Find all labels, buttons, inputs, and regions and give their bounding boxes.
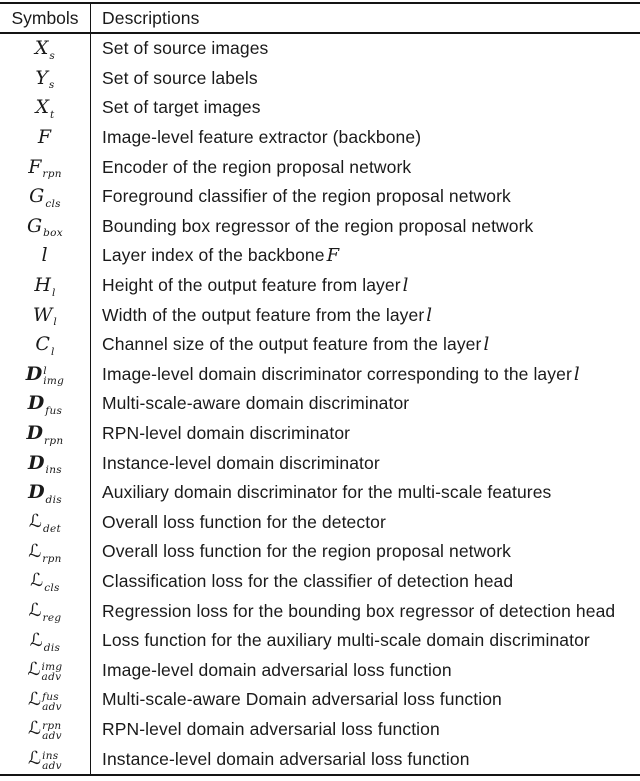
symbol-scripts bbox=[43, 603, 62, 623]
symbol-subscript: l bbox=[51, 286, 56, 299]
symbol-cell bbox=[0, 744, 91, 774]
math-symbol bbox=[28, 717, 62, 741]
description-text: Width of the output feature from the layer bbox=[102, 304, 425, 325]
description-text: Overall loss function for the detector bbox=[102, 511, 386, 532]
symbol-superscript: l bbox=[43, 365, 47, 378]
description-cell bbox=[91, 212, 640, 242]
table-row bbox=[0, 389, 640, 419]
math-symbol bbox=[34, 274, 55, 298]
description-text: Multi-scale-aware Domain adversarial loss function bbox=[102, 689, 502, 710]
symbol-cell bbox=[0, 182, 91, 212]
description-text: Channel size of the output feature from the layer bbox=[102, 334, 482, 355]
description-math-symbol: l bbox=[573, 363, 580, 385]
description-cell bbox=[91, 330, 640, 360]
math-symbol bbox=[28, 747, 62, 771]
symbol-subscript: cls bbox=[44, 582, 60, 595]
symbol-cell bbox=[0, 123, 91, 153]
table-row bbox=[0, 360, 640, 390]
description-text: Multi-scale-aware domain discriminator bbox=[102, 393, 410, 414]
symbol-cell bbox=[0, 478, 91, 508]
math-symbol bbox=[28, 658, 63, 682]
math-symbol bbox=[35, 37, 55, 61]
symbol-subscript: adv bbox=[42, 700, 62, 713]
symbol-cell bbox=[0, 655, 91, 685]
description-cell bbox=[91, 596, 640, 626]
description-text: Instance-level domain discriminator bbox=[102, 452, 380, 473]
symbol-cell bbox=[0, 715, 91, 745]
symbol-subscript: rpn bbox=[42, 168, 62, 181]
symbol-base: ℒ bbox=[28, 600, 42, 622]
symbol-cell bbox=[0, 596, 91, 626]
symbol-cell bbox=[0, 685, 91, 715]
symbol-base: W bbox=[32, 303, 53, 326]
descriptions-header-cell bbox=[91, 4, 640, 32]
math-symbol bbox=[30, 629, 60, 653]
symbol-subscript: reg bbox=[42, 612, 62, 625]
symbol-base: ℒ bbox=[29, 629, 43, 651]
math-symbol bbox=[27, 422, 64, 446]
symbol-cell bbox=[0, 389, 91, 419]
description-math-symbol: F bbox=[326, 245, 340, 267]
table-row bbox=[0, 567, 640, 597]
description-text: Regression loss for the bounding box regressor of detection head bbox=[102, 600, 616, 621]
symbol-scripts bbox=[46, 485, 62, 505]
symbol-cell bbox=[0, 419, 91, 449]
symbol-subscript: ins bbox=[45, 464, 62, 477]
description-text: Set of target images bbox=[102, 97, 261, 118]
symbol-scripts bbox=[43, 366, 64, 386]
symbol-scripts bbox=[44, 573, 60, 593]
description-cell bbox=[91, 715, 640, 745]
table-row bbox=[0, 152, 640, 182]
description-cell bbox=[91, 182, 640, 212]
symbol-superscript: fus bbox=[42, 690, 59, 703]
symbol-base: ℒ bbox=[28, 540, 42, 562]
symbol-scripts bbox=[42, 692, 62, 712]
symbol-cell bbox=[0, 152, 91, 182]
symbol-base: l bbox=[41, 244, 48, 267]
symbol-base: D bbox=[27, 392, 45, 415]
symbol-scripts bbox=[42, 159, 61, 179]
symbol-base: G bbox=[26, 214, 43, 237]
description-cell bbox=[91, 360, 640, 390]
math-symbol bbox=[30, 569, 60, 593]
symbol-base: ℒ bbox=[28, 718, 42, 740]
table-row bbox=[0, 655, 640, 685]
description-cell bbox=[91, 508, 640, 538]
math-symbol bbox=[33, 303, 57, 327]
symbol-subscript: cls bbox=[45, 197, 61, 210]
symbol-scripts bbox=[49, 41, 55, 61]
symbol-table bbox=[0, 2, 640, 776]
symbol-scripts bbox=[51, 337, 55, 357]
descriptions-header-label: Descriptions bbox=[102, 7, 200, 28]
description-text: Image-level domain discriminator corresponding to the layer bbox=[102, 363, 572, 384]
symbol-scripts bbox=[43, 218, 63, 238]
symbol-cell bbox=[0, 330, 91, 360]
symbol-scripts bbox=[42, 751, 62, 771]
symbol-base: H bbox=[34, 274, 51, 297]
description-cell bbox=[91, 93, 640, 123]
description-text: Image-level feature extractor (backbone) bbox=[102, 127, 422, 148]
symbols-header-cell bbox=[0, 4, 91, 32]
description-math-symbol: l bbox=[426, 304, 433, 326]
symbol-subscript: s bbox=[48, 79, 55, 92]
symbol-cell bbox=[0, 271, 91, 301]
description-text: Encoder of the region proposal network bbox=[102, 156, 412, 177]
description-cell bbox=[91, 241, 640, 271]
table-header bbox=[0, 4, 640, 34]
symbol-scripts bbox=[46, 455, 62, 475]
table-row bbox=[0, 34, 640, 64]
symbol-subscript: dis bbox=[43, 641, 61, 654]
symbol-scripts bbox=[53, 307, 57, 327]
table-row bbox=[0, 508, 640, 538]
symbol-cell bbox=[0, 64, 91, 94]
math-symbol bbox=[28, 451, 62, 475]
description-text: Overall loss function for the region proposal network bbox=[102, 541, 511, 562]
table-row bbox=[0, 537, 640, 567]
symbol-scripts bbox=[45, 396, 62, 416]
description-text: Instance-level domain adversarial loss function bbox=[102, 748, 470, 769]
table-row bbox=[0, 448, 640, 478]
symbol-cell bbox=[0, 34, 91, 64]
description-cell bbox=[91, 448, 640, 478]
description-text: Loss function for the auxiliary multi-scale domain discriminator bbox=[102, 630, 590, 651]
table-row bbox=[0, 744, 640, 774]
symbol-base: Y bbox=[35, 66, 48, 89]
symbol-cell bbox=[0, 448, 91, 478]
table-row bbox=[0, 212, 640, 242]
description-cell bbox=[91, 567, 640, 597]
description-cell bbox=[91, 271, 640, 301]
description-text: Classification loss for the classifier of detection head bbox=[102, 570, 514, 591]
table-row bbox=[0, 271, 640, 301]
table-row bbox=[0, 596, 640, 626]
math-symbol bbox=[35, 333, 54, 357]
math-symbol bbox=[38, 126, 52, 150]
table-row bbox=[0, 300, 640, 330]
description-cell bbox=[91, 655, 640, 685]
symbol-scripts bbox=[42, 662, 63, 682]
symbol-base: ℒ bbox=[27, 659, 41, 681]
description-cell bbox=[91, 300, 640, 330]
symbol-scripts bbox=[50, 100, 55, 120]
math-symbol bbox=[29, 599, 62, 623]
symbol-scripts bbox=[44, 633, 60, 653]
table-body bbox=[0, 34, 640, 776]
description-math-symbol: l bbox=[402, 275, 409, 297]
symbol-subscript: adv bbox=[42, 760, 62, 773]
symbol-subscript: box bbox=[43, 227, 64, 240]
description-cell bbox=[91, 537, 640, 567]
description-cell bbox=[91, 34, 640, 64]
math-symbol bbox=[41, 244, 48, 268]
symbol-base: D bbox=[28, 451, 45, 474]
symbol-base: ℒ bbox=[28, 748, 42, 770]
symbol-scripts bbox=[52, 278, 56, 298]
symbol-cell bbox=[0, 360, 91, 390]
description-cell bbox=[91, 478, 640, 508]
symbol-base: D bbox=[28, 481, 45, 504]
table-row bbox=[0, 93, 640, 123]
symbol-subscript: adv bbox=[41, 671, 62, 684]
description-cell bbox=[91, 64, 640, 94]
math-symbol bbox=[28, 392, 62, 416]
table-row bbox=[0, 419, 640, 449]
symbol-base: ℒ bbox=[28, 688, 42, 710]
symbol-cell bbox=[0, 567, 91, 597]
description-text: Image-level domain adversarial loss function bbox=[102, 659, 452, 680]
symbol-base: D bbox=[26, 422, 44, 445]
symbol-cell bbox=[0, 241, 91, 271]
math-symbol bbox=[28, 481, 62, 505]
description-text: Set of source labels bbox=[102, 67, 258, 88]
symbol-superscript: ins bbox=[42, 750, 59, 763]
symbol-subscript: det bbox=[42, 523, 62, 536]
math-symbol bbox=[29, 185, 61, 209]
description-text: RPN-level domain adversarial loss function bbox=[102, 718, 440, 739]
table-row bbox=[0, 123, 640, 153]
math-symbol bbox=[28, 540, 61, 564]
symbol-scripts bbox=[45, 189, 61, 209]
symbols-header-label: Symbols bbox=[11, 7, 79, 28]
symbol-cell bbox=[0, 93, 91, 123]
description-text: Bounding box regressor of the region proposal network bbox=[102, 215, 534, 236]
symbol-cell bbox=[0, 626, 91, 656]
symbol-subscript: s bbox=[49, 49, 56, 62]
table-row bbox=[0, 330, 640, 360]
math-symbol bbox=[28, 155, 62, 179]
symbol-subscript: rpn bbox=[44, 434, 64, 447]
symbol-subscript: img bbox=[43, 375, 65, 388]
symbol-superscript: img bbox=[41, 661, 63, 674]
symbol-base: X bbox=[35, 96, 49, 119]
math-symbol bbox=[27, 214, 63, 238]
description-text: Layer index of the backbone bbox=[102, 245, 325, 266]
symbol-subscript: dis bbox=[45, 493, 62, 506]
description-cell bbox=[91, 389, 640, 419]
description-cell bbox=[91, 744, 640, 774]
symbol-subscript: l bbox=[50, 345, 55, 358]
math-symbol bbox=[35, 96, 54, 120]
description-cell bbox=[91, 626, 640, 656]
description-text: Auxiliary domain discriminator for the multi-scale features bbox=[102, 482, 552, 503]
description-text: Foreground classifier of the region proposal network bbox=[102, 186, 511, 207]
symbol-cell bbox=[0, 508, 91, 538]
description-text: Height of the output feature from layer bbox=[102, 275, 401, 296]
description-cell bbox=[91, 123, 640, 153]
table-row bbox=[0, 64, 640, 94]
table-row bbox=[0, 715, 640, 745]
table-row bbox=[0, 182, 640, 212]
symbol-base: G bbox=[29, 185, 45, 208]
description-cell bbox=[91, 419, 640, 449]
description-cell bbox=[91, 152, 640, 182]
math-symbol bbox=[35, 66, 54, 90]
symbol-base: X bbox=[34, 37, 49, 60]
description-text: RPN-level domain discriminator bbox=[102, 423, 351, 444]
table-row bbox=[0, 241, 640, 271]
symbol-base: D bbox=[25, 362, 43, 385]
symbol-cell bbox=[0, 537, 91, 567]
symbol-subscript: t bbox=[50, 108, 55, 121]
symbol-subscript: adv bbox=[42, 730, 62, 743]
table-row bbox=[0, 626, 640, 656]
symbol-subscript: fus bbox=[45, 404, 63, 417]
symbol-scripts bbox=[44, 426, 63, 446]
description-cell bbox=[91, 685, 640, 715]
math-symbol bbox=[28, 688, 62, 712]
symbol-base: F bbox=[28, 155, 42, 178]
symbol-superscript: rpn bbox=[42, 720, 62, 733]
symbol-scripts bbox=[42, 544, 61, 564]
symbol-base: C bbox=[35, 333, 50, 356]
symbol-base: ℒ bbox=[28, 511, 42, 533]
symbol-scripts bbox=[42, 721, 62, 741]
math-symbol bbox=[29, 510, 61, 534]
symbol-scripts bbox=[43, 514, 61, 534]
table-row bbox=[0, 685, 640, 715]
symbol-base: F bbox=[37, 126, 52, 149]
math-symbol bbox=[26, 362, 64, 386]
symbol-cell bbox=[0, 300, 91, 330]
symbol-base: ℒ bbox=[30, 570, 44, 592]
symbol-subscript: l bbox=[53, 316, 58, 329]
table-row bbox=[0, 478, 640, 508]
symbol-scripts bbox=[49, 70, 55, 90]
description-text: Set of source images bbox=[102, 38, 269, 59]
symbol-cell bbox=[0, 212, 91, 242]
description-math-symbol: l bbox=[483, 334, 490, 356]
symbol-subscript: rpn bbox=[42, 552, 62, 565]
